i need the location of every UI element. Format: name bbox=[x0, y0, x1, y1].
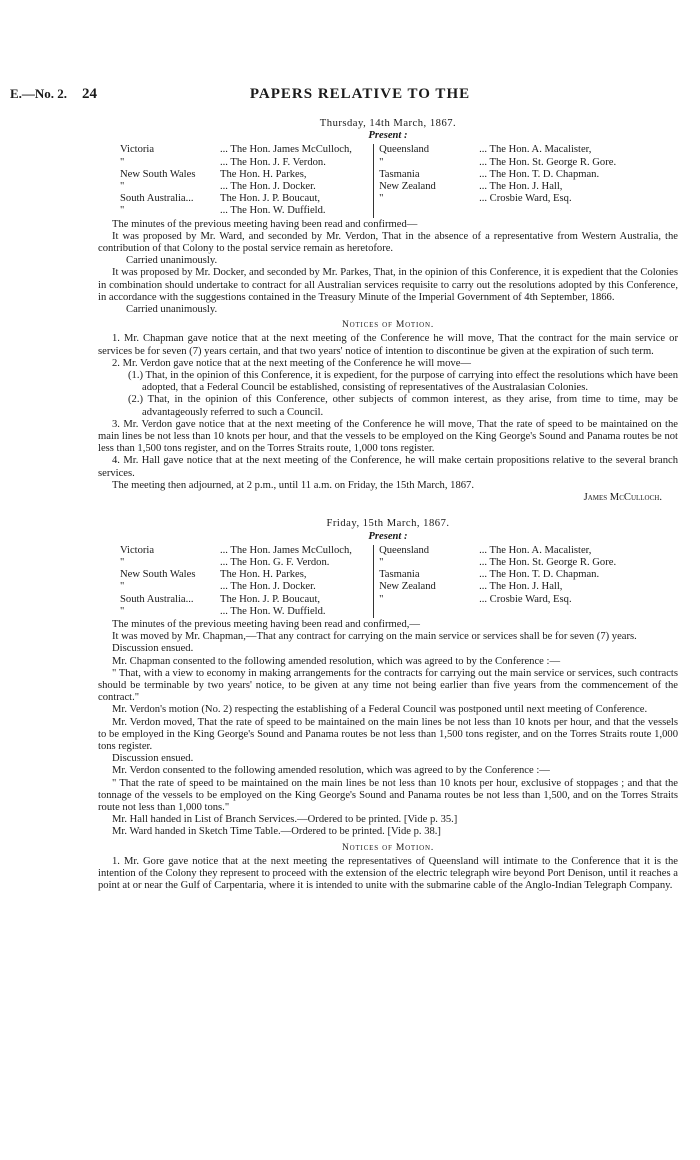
attendee-row bbox=[120, 557, 373, 569]
attendee-name: ... The Hon. James McCulloch, bbox=[220, 144, 352, 156]
attendee-colony: New South Wales bbox=[120, 569, 196, 581]
attendee-colony: New Zealand bbox=[379, 581, 436, 593]
quoted-resolution: " That, with a view to economy in making arrangements for the contracts for carrying out the main service or services, such contracts should be terminable by two years' notice, to be given at any time not being earlier than five years from the commencement of the contract." bbox=[98, 667, 678, 704]
attendee-colony: " bbox=[379, 593, 384, 605]
present-label: Present : bbox=[368, 130, 408, 142]
attendee-name: ... Crosbie Ward, Esq. bbox=[479, 593, 572, 605]
notice-item: 1. Mr. Gore gave notice that at the next meeting the representatives of Queensland will intimate to the Conference that it is the intention of the Colony they represent to proceed with the extension of the electric telegraph wire beyond Port Denison, until it reaches a point at or near the Gulf of Carpentaria, where it is intended to unite with the submarine cable of the Anglo-Indian Telegraph Company. bbox=[98, 855, 678, 892]
paragraph: Discussion ensued. bbox=[112, 643, 194, 655]
attendee-colony: " bbox=[379, 193, 384, 205]
document-number: E.—No. 2. bbox=[10, 86, 68, 101]
signature: James McCulloch. bbox=[583, 492, 662, 504]
attendee-colony: " bbox=[379, 156, 384, 168]
attendee-colony: " bbox=[120, 156, 125, 168]
section-gap bbox=[98, 504, 678, 518]
attendee-name: ... Crosbie Ward, Esq. bbox=[479, 193, 572, 205]
paragraph: The minutes of the previous meeting having been read and confirmed,— bbox=[112, 618, 421, 630]
paragraph: Mr. Verdon consented to the following amended resolution, which was agreed to by the Conference :— bbox=[112, 765, 550, 777]
attendee-row bbox=[379, 181, 678, 193]
attendee-colony: Victoria bbox=[120, 144, 155, 156]
attendee-name: ... The Hon. T. D. Chapman. bbox=[479, 168, 600, 180]
paragraph: Carried unanimously. bbox=[126, 255, 218, 267]
attendee-name: ... The Hon. A. Macalister, bbox=[479, 544, 592, 556]
attendee-row bbox=[120, 157, 373, 169]
attendee-row bbox=[120, 606, 373, 618]
attendee-row bbox=[379, 144, 678, 156]
notice-subitem: (1.) That, in the opinion of this Conference, it is expedient, for the purpose of carrying into effect the resolutions which have been adopted, that a Federal Council be established, consisting of representatives of the Australasian Colonies. bbox=[128, 370, 678, 394]
attendance-column-left bbox=[120, 545, 373, 618]
attendee-colony: Queensland bbox=[379, 144, 430, 156]
attendee-colony: " bbox=[120, 556, 125, 568]
attendee-row bbox=[120, 169, 373, 181]
attendee-colony: South Australia... bbox=[120, 193, 194, 205]
attendee-colony: Queensland bbox=[379, 544, 430, 556]
attendance-column-right bbox=[373, 545, 678, 618]
attendee-name: ... The Hon. J. Hall, bbox=[479, 581, 563, 593]
paragraph: Mr. Ward handed in Sketch Time Table.—Ordered to be printed. [Vide p. 38.] bbox=[112, 826, 441, 838]
attendee-row bbox=[120, 144, 373, 156]
notice-item: 2. Mr. Verdon gave notice that at the next meeting of the Conference he will move— bbox=[112, 357, 472, 369]
paragraph: Mr. Hall handed in List of Branch Services.—Ordered to be printed. [Vide p. 35.] bbox=[112, 814, 458, 826]
attendance-list bbox=[120, 545, 678, 618]
adjournment-text: The meeting then adjourned, at 2 p.m., until 11 a.m. on Friday, the 15th March, 1867. bbox=[112, 479, 474, 491]
document-body bbox=[98, 118, 678, 892]
paragraph: The minutes of the previous meeting having been read and confirmed— bbox=[112, 218, 418, 230]
paragraph: It was proposed by Mr. Docker, and seconded by Mr. Parkes, That, in the opinion of this Conference, it is expedient that the Colonies in combination should undertake to contract for all Australian services requisite to carry out the resolutions adopted by this Conference, in accordance with the suggestions contained in the Treasury Minute of the Imperial Government of 4th September, 1866. bbox=[98, 267, 678, 303]
attendee-row bbox=[379, 545, 678, 557]
notice-item: 1. Mr. Chapman gave notice that at the next meeting of the Conference he will move, That the contract for the main service or services be for seven (7) years certain, and that two years' notice of intention to discontinue be given at the expiration of such term. bbox=[98, 333, 678, 357]
attendee-colony: Tasmania bbox=[379, 569, 420, 581]
attendee-name: ... The Hon. J. F. Verdon. bbox=[220, 156, 326, 168]
attendee-name: The Hon. J. P. Boucaut, bbox=[220, 593, 321, 605]
attendee-row bbox=[120, 205, 373, 217]
attendee-name: The Hon. H. Parkes, bbox=[220, 168, 307, 180]
attendee-colony: New Zealand bbox=[379, 181, 436, 193]
attendee-row bbox=[379, 594, 678, 606]
attendee-name: ... The Hon. A. Macalister, bbox=[479, 144, 592, 156]
attendance-column-right bbox=[373, 144, 678, 217]
attendee-name: ... The Hon. St. George R. Gore. bbox=[479, 556, 617, 568]
attendee-colony: " bbox=[120, 581, 125, 593]
attendee-row bbox=[379, 581, 678, 593]
attendee-name: ... The Hon. J. Hall, bbox=[479, 181, 563, 193]
attendee-row bbox=[379, 169, 678, 181]
paragraph: Mr. Verdon's motion (No. 2) respecting the establishing of a Federal Council was postponed until next meeting of Conference. bbox=[112, 704, 648, 716]
attendee-colony: Victoria bbox=[120, 544, 155, 556]
paragraph: It was moved by Mr. Chapman,—That any contract for carrying on the main service or services shall be for seven (7) years. bbox=[112, 631, 637, 643]
paragraph: Discussion ensued. bbox=[112, 753, 194, 765]
notice-item: 4. Mr. Hall gave notice that at the next meeting of the Conference, he will make certain propositions relative to the several branch services. bbox=[98, 455, 678, 479]
attendee-colony: " bbox=[120, 181, 125, 193]
attendee-name: The Hon. J. P. Boucaut, bbox=[220, 193, 321, 205]
attendee-row bbox=[120, 594, 373, 606]
running-title: PAPERS RELATIVE TO THE bbox=[249, 86, 471, 102]
attendee-row bbox=[379, 569, 678, 581]
attendee-name: ... The Hon. St. George R. Gore. bbox=[479, 156, 617, 168]
attendance-column-left bbox=[120, 144, 373, 217]
notices-heading: Notices of Motion. bbox=[341, 842, 435, 853]
meeting-date: Thursday, 14th March, 1867. bbox=[319, 118, 457, 129]
attendee-row bbox=[379, 193, 678, 205]
paragraph: It was proposed by Mr. Ward, and seconded by Mr. Verdon, That in the absence of a representative from Western Australia, the contribution of that Colony to the postal service remain as heretofore. bbox=[98, 230, 678, 255]
attendee-colony: " bbox=[120, 605, 125, 617]
attendee-colony: Tasmania bbox=[379, 168, 420, 180]
page-number: 24 bbox=[82, 86, 97, 102]
attendee-colony: New South Wales bbox=[120, 168, 196, 180]
attendee-row bbox=[120, 545, 373, 557]
notice-item: 3. Mr. Verdon gave notice that at the next meeting of the Conference he will move, That the rate of speed to be maintained on the main lines be not less than 10 knots per hour, and that the vessels to be employed on the King George's Sound and Panama routes be not less than 1,500 tons register, and on the Torres Straits route, 1,000 tons register. bbox=[98, 418, 678, 455]
attendee-name: ... The Hon. J. Docker. bbox=[220, 581, 316, 593]
attendee-name: ... The Hon. T. D. Chapman. bbox=[479, 569, 600, 581]
paragraph: Mr. Verdon moved, That the rate of speed to be maintained on the main lines be not less than 10 knots per hour, and that the vessels to be employed in the King George's Sound and Panama routes be not less than 1,500 tons register, and on the Torres Straits route 1,000 tons register. bbox=[98, 716, 678, 752]
attendee-row bbox=[379, 557, 678, 569]
attendee-colony: South Australia... bbox=[120, 593, 194, 605]
paragraph: Mr. Chapman consented to the following amended resolution, which was agreed to by the Conference :— bbox=[112, 655, 561, 667]
attendee-name: ... The Hon. G. F. Verdon. bbox=[220, 556, 330, 568]
attendee-name: ... The Hon. J. Docker. bbox=[220, 181, 316, 193]
attendee-row bbox=[120, 181, 373, 193]
attendee-colony: " bbox=[379, 556, 384, 568]
paragraph: Carried unanimously. bbox=[126, 304, 218, 316]
attendee-row bbox=[379, 157, 678, 169]
attendee-name: The Hon. H. Parkes, bbox=[220, 569, 307, 581]
attendee-colony: " bbox=[120, 205, 125, 217]
attendee-name: ... The Hon. W. Duffield. bbox=[220, 205, 326, 217]
notice-subitem: (2.) That, in the opinion of this Conference, other subjects of common interest, as they arise, from time to time, may be advantageously referred to such a Council. bbox=[128, 394, 678, 418]
quoted-resolution: " That the rate of speed to be maintained on the main lines be not less than 10 knots per hour, exclusive of stoppages ; and that the tonnage of the vessels to be employed on the King George's Sound and Panama routes be not less than 1,500, and on the Torres Straits route not less than 1,000 tons." bbox=[98, 777, 678, 813]
notices-heading: Notices of Motion. bbox=[341, 320, 435, 331]
attendee-row bbox=[120, 569, 373, 581]
attendee-row bbox=[120, 581, 373, 593]
meeting-date: Friday, 15th March, 1867. bbox=[326, 518, 450, 530]
attendee-row bbox=[120, 193, 373, 205]
attendee-name: ... The Hon. James McCulloch, bbox=[220, 544, 352, 556]
attendance-list bbox=[120, 144, 678, 217]
attendee-name: ... The Hon. W. Duffield. bbox=[220, 605, 326, 617]
page-header bbox=[10, 86, 670, 108]
present-label: Present : bbox=[368, 530, 408, 542]
